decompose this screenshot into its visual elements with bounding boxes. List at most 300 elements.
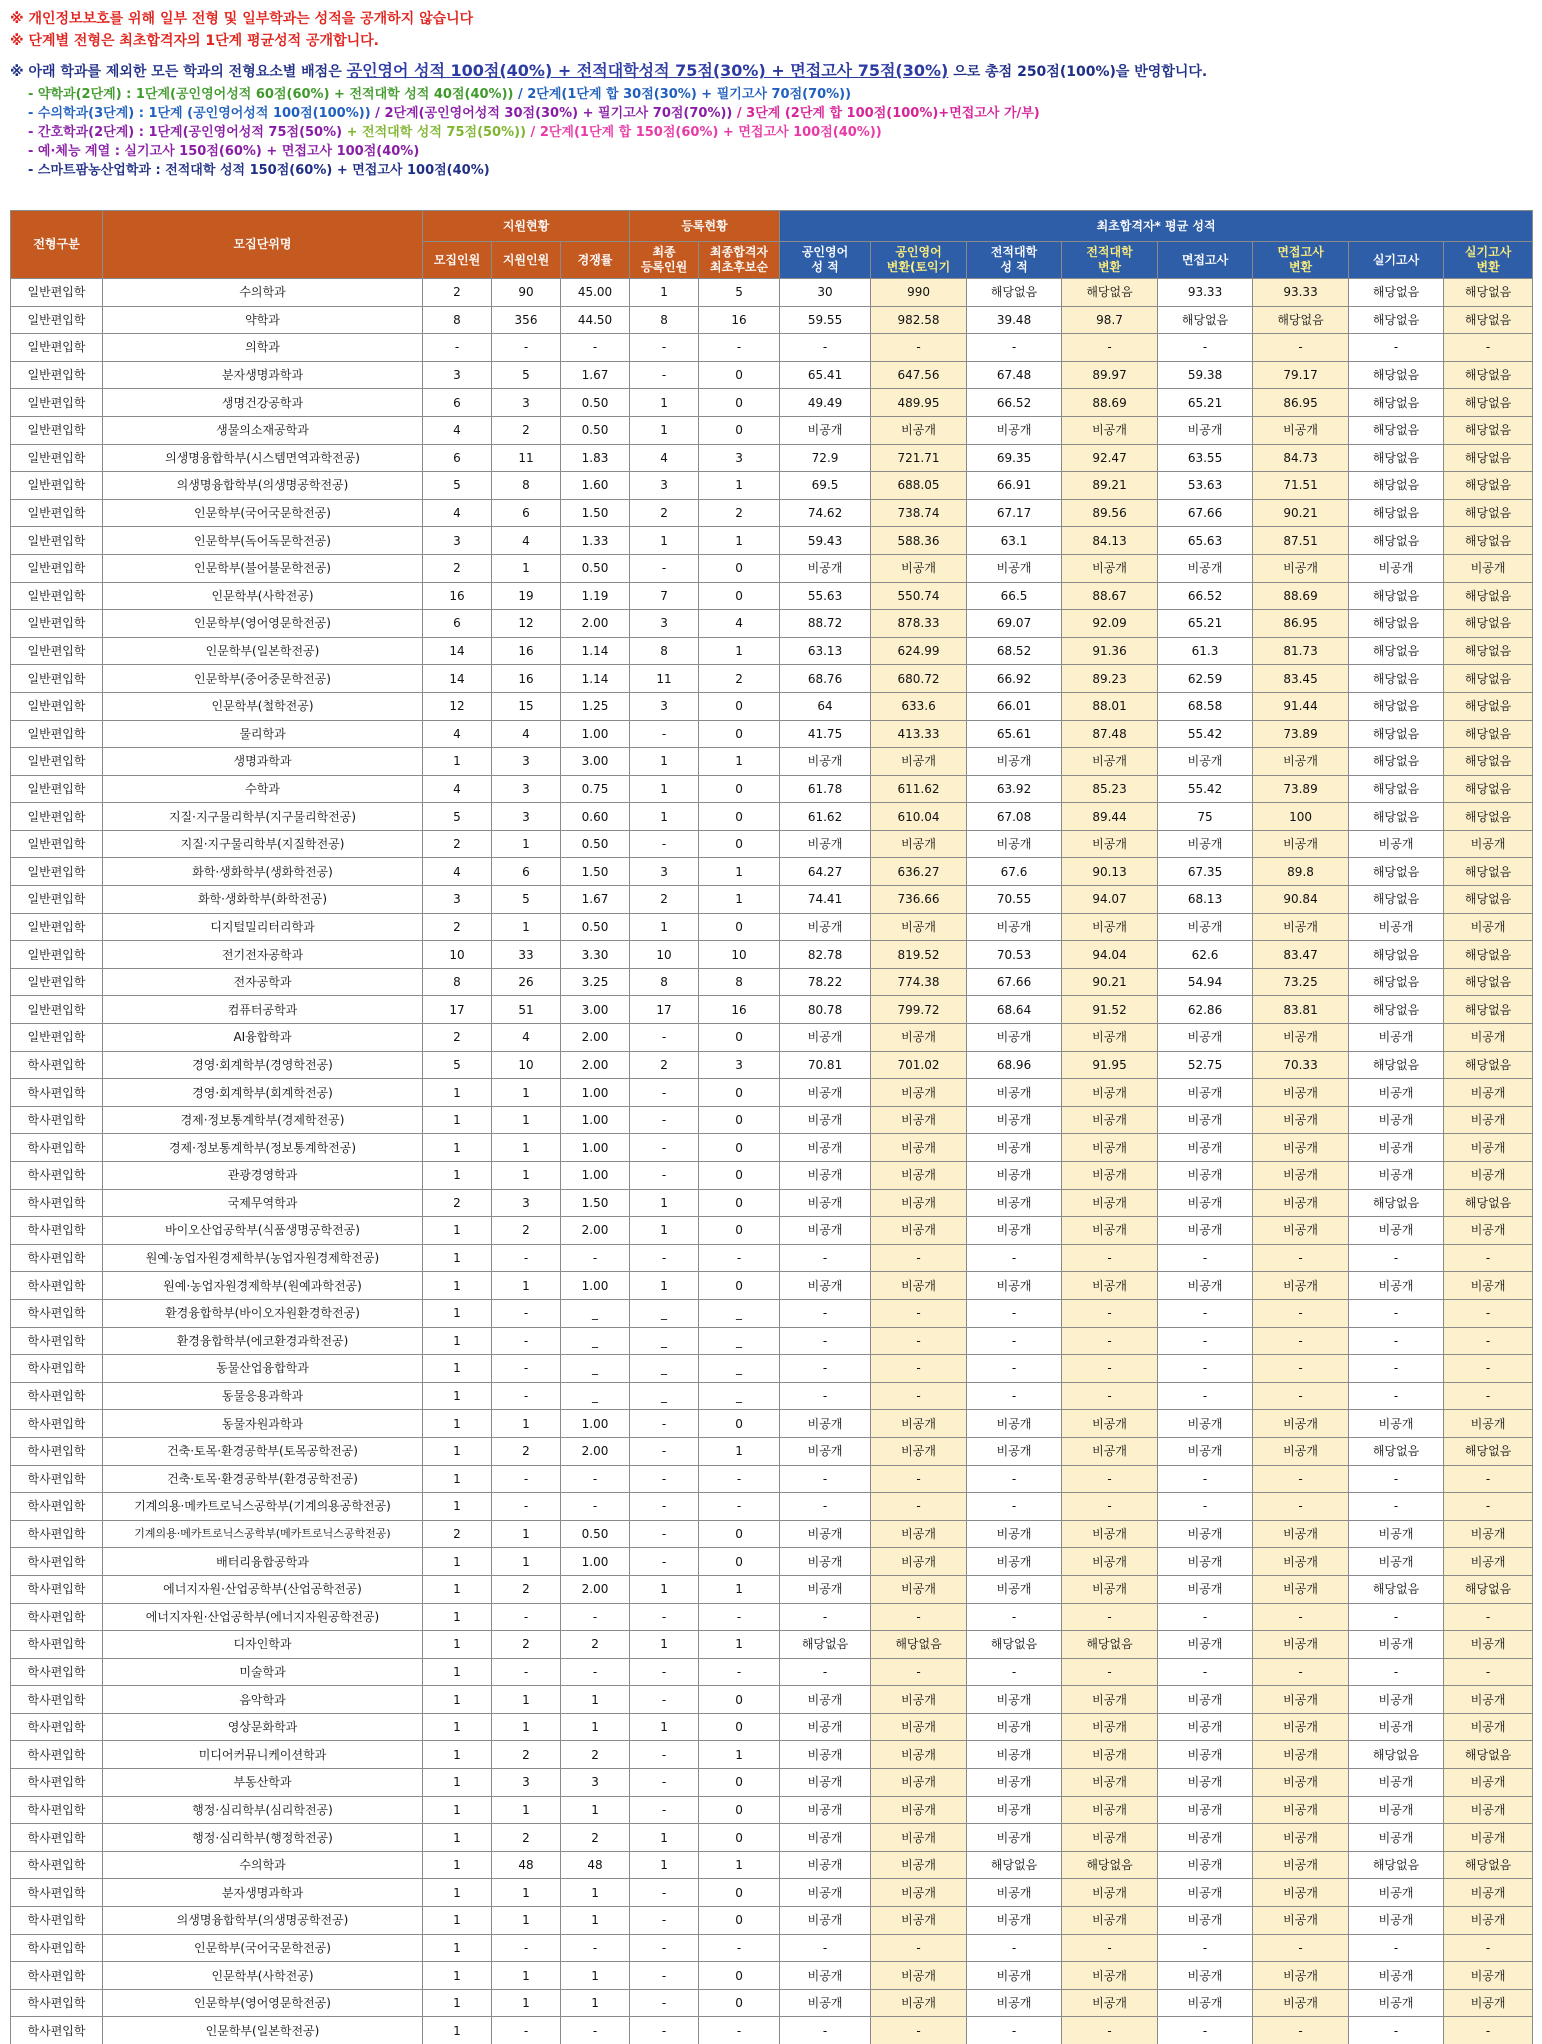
table-cell: 1 — [423, 1244, 492, 1272]
table-cell: - — [630, 1934, 699, 1962]
table-row — [11, 1410, 1533, 1438]
table-cell: 68.96 — [967, 1051, 1062, 1079]
table-cell: 15 — [492, 692, 561, 720]
table-cell: 비공개 — [871, 1907, 967, 1935]
nursing-note-stage1b: + 전적대학 성적 75점(50%)) — [342, 125, 527, 140]
table-cell: - — [492, 1465, 561, 1493]
table-cell: 88.72 — [780, 610, 871, 638]
col-english-line2: 성 적 — [811, 260, 839, 274]
table-cell: 비공개 — [1158, 1796, 1253, 1824]
table-cell: 비공개 — [780, 830, 871, 858]
table-cell: 해당없음 — [1444, 306, 1533, 334]
table-cell: 82.78 — [780, 941, 871, 969]
table-cell: 비공개 — [1158, 416, 1253, 444]
table-cell: 비공개 — [1349, 1686, 1444, 1714]
table-cell: 비공개 — [871, 1989, 967, 2017]
table-row — [11, 1962, 1533, 1990]
table-cell: 비공개 — [780, 1575, 871, 1603]
table-row — [11, 1796, 1533, 1824]
table-cell: 비공개 — [1253, 1879, 1349, 1907]
table-cell: 91.95 — [1062, 1051, 1158, 1079]
table-row — [11, 1079, 1533, 1107]
table-cell: 7 — [630, 582, 699, 610]
table-cell: 일반편입학 — [11, 334, 103, 362]
col-applicants: 지원인원 — [492, 242, 561, 279]
table-cell: 비공개 — [1349, 1962, 1444, 1990]
table-cell: 행정·심리학부(심리학전공) — [103, 1796, 423, 1824]
table-cell: - — [699, 2017, 780, 2044]
table-cell: 3 — [423, 361, 492, 389]
table-row — [11, 1824, 1533, 1852]
table-cell: - — [967, 334, 1062, 362]
table-cell: 3 — [492, 1189, 561, 1217]
table-cell: 59.55 — [780, 306, 871, 334]
table-cell: _ — [699, 1382, 780, 1410]
table-cell: 비공개 — [780, 1907, 871, 1935]
table-row — [11, 472, 1533, 500]
table-cell: 88.69 — [1062, 389, 1158, 417]
table-cell: 1 — [699, 1851, 780, 1879]
table-cell: 환경융합학부(바이오자원환경학전공) — [103, 1299, 423, 1327]
table-cell: 해당없음 — [1444, 637, 1533, 665]
table-cell: 비공개 — [780, 1686, 871, 1714]
table-cell: 비공개 — [967, 1907, 1062, 1935]
table-cell: - — [630, 1134, 699, 1162]
table-cell: 1 — [699, 1741, 780, 1769]
table-cell: 1 — [630, 1851, 699, 1879]
table-row — [11, 279, 1533, 307]
table-cell: 2 — [423, 1520, 492, 1548]
table-cell: 68.58 — [1158, 692, 1253, 720]
table-cell: 물리학과 — [103, 720, 423, 748]
table-cell: 해당없음 — [1349, 692, 1444, 720]
table-cell: - — [492, 1299, 561, 1327]
table-cell: 1.19 — [561, 582, 630, 610]
vet-note-stage1: - 수의학과(3단계) : 1단계 (공인영어성적 100점(100%)) — [28, 106, 371, 121]
table-cell: 2 — [492, 1741, 561, 1769]
table-cell: 일반편입학 — [11, 1024, 103, 1052]
table-cell: 2 — [630, 1051, 699, 1079]
table-cell: - — [1349, 1603, 1444, 1631]
table-cell: 1 — [699, 858, 780, 886]
table-cell: 학사편입학 — [11, 1769, 103, 1797]
table-cell: 원예·농업자원경제학부(농업자원경제학전공) — [103, 1244, 423, 1272]
col-practical-converted-line2: 변환 — [1476, 260, 1500, 274]
table-cell: 3 — [423, 886, 492, 914]
table-cell: 비공개 — [871, 1106, 967, 1134]
table-cell: 19 — [492, 582, 561, 610]
table-cell: 73.25 — [1253, 968, 1349, 996]
table-cell: 1 — [423, 1851, 492, 1879]
table-cell: 비공개 — [1253, 1079, 1349, 1107]
table-cell: 1 — [423, 1741, 492, 1769]
notes-section — [10, 8, 1530, 180]
table-cell: 5 — [492, 886, 561, 914]
table-cell: 학사편입학 — [11, 1934, 103, 1962]
table-cell: 비공개 — [1062, 1575, 1158, 1603]
table-cell: 비공개 — [871, 1851, 967, 1879]
table-cell: 비공개 — [967, 1796, 1062, 1824]
table-cell: 해당없음 — [1349, 1189, 1444, 1217]
smartfarm-note: - 스마트팜농산업학과 : 전적대학 성적 150점(60%) + 면접고사 100점(40%) — [28, 163, 490, 178]
table-cell: - — [1444, 1355, 1533, 1383]
table-cell: 비공개 — [1062, 1824, 1158, 1852]
table-cell: - — [630, 1989, 699, 2017]
table-cell: 1.00 — [561, 1162, 630, 1190]
table-cell: - — [630, 1907, 699, 1935]
table-cell: 비공개 — [1444, 1824, 1533, 1852]
table-cell: 비공개 — [1444, 1162, 1533, 1190]
col-interview-converted-line1: 면접고사 — [1277, 245, 1324, 259]
table-cell: 55.42 — [1158, 720, 1253, 748]
table-cell: 48 — [561, 1851, 630, 1879]
table-row — [11, 1134, 1533, 1162]
table-row — [11, 858, 1533, 886]
table-cell: 일반편입학 — [11, 389, 103, 417]
table-row — [11, 444, 1533, 472]
table-cell: 1.50 — [561, 499, 630, 527]
nursing-note-stage2: / 2단계(1단계 합 150점(60%) + 면접고사 100점(40%)) — [526, 125, 882, 140]
table-cell: 1 — [423, 1327, 492, 1355]
table-cell: 해당없음 — [1444, 803, 1533, 831]
table-cell: 해당없음 — [1349, 306, 1444, 334]
table-cell: 2 — [423, 1024, 492, 1052]
table-row — [11, 913, 1533, 941]
table-cell: 기계의용·메카트로닉스공학부(메카트로닉스공학전공) — [103, 1520, 423, 1548]
table-cell: 컴퓨터공학과 — [103, 996, 423, 1024]
table-cell: 수의학과 — [103, 279, 423, 307]
table-cell: 해당없음 — [1349, 886, 1444, 914]
table-cell: 인문학부(일본학전공) — [103, 2017, 423, 2044]
table-row — [11, 610, 1533, 638]
table-cell: 미디어커뮤니케이션학과 — [103, 1741, 423, 1769]
table-cell: - — [871, 2017, 967, 2044]
table-row — [11, 1934, 1533, 1962]
table-cell: 489.95 — [871, 389, 967, 417]
table-cell: 0 — [699, 1989, 780, 2017]
table-cell: 90.84 — [1253, 886, 1349, 914]
table-cell: 해당없음 — [1349, 996, 1444, 1024]
table-cell: 해당없음 — [1444, 389, 1533, 417]
table-cell: 비공개 — [1444, 1106, 1533, 1134]
table-cell: 학사편입학 — [11, 1244, 103, 1272]
table-cell: 해당없음 — [1444, 1189, 1533, 1217]
table-cell: 비공개 — [967, 1162, 1062, 1190]
table-cell: 8 — [630, 968, 699, 996]
table-cell: 49.49 — [780, 389, 871, 417]
table-cell: 비공개 — [1253, 1631, 1349, 1659]
table-cell: 819.52 — [871, 941, 967, 969]
table-cell: 해당없음 — [1444, 775, 1533, 803]
table-cell: 해당없음 — [1349, 444, 1444, 472]
table-cell: 일반편입학 — [11, 610, 103, 638]
table-cell: 1 — [492, 913, 561, 941]
table-cell: 비공개 — [1349, 1769, 1444, 1797]
table-cell: 93.33 — [1253, 279, 1349, 307]
table-row — [11, 1382, 1533, 1410]
table-cell: - — [871, 1355, 967, 1383]
table-row — [11, 1520, 1533, 1548]
table-cell: 비공개 — [1158, 1410, 1253, 1438]
table-cell: 647.56 — [871, 361, 967, 389]
table-cell: 영상문화학과 — [103, 1713, 423, 1741]
table-cell: 해당없음 — [780, 1631, 871, 1659]
table-cell: 해당없음 — [1444, 361, 1533, 389]
table-cell: - — [1062, 1934, 1158, 1962]
table-cell: 비공개 — [1158, 1879, 1253, 1907]
table-cell: - — [630, 1079, 699, 1107]
table-cell: 1 — [492, 1134, 561, 1162]
scoring-note-suffix: 으로 총점 250점(100%)을 반영합니다. — [948, 64, 1208, 80]
table-cell: 미술학과 — [103, 1658, 423, 1686]
table-cell: 인문학부(영어영문학전공) — [103, 610, 423, 638]
table-cell: 비공개 — [780, 1189, 871, 1217]
table-cell: 비공개 — [1349, 1410, 1444, 1438]
table-row — [11, 499, 1533, 527]
table-cell: 16 — [423, 582, 492, 610]
table-cell: 일반편입학 — [11, 968, 103, 996]
table-cell: 학사편입학 — [11, 1162, 103, 1190]
table-cell: 87.51 — [1253, 527, 1349, 555]
scoring-note-prefix: ※ 아래 학과를 제외한 모든 학과의 전형요소별 배점은 — [10, 64, 347, 80]
table-cell: 0 — [699, 1962, 780, 1990]
table-cell: 550.74 — [871, 582, 967, 610]
table-cell: 0 — [699, 582, 780, 610]
table-cell: 비공개 — [967, 1410, 1062, 1438]
table-cell: 878.33 — [871, 610, 967, 638]
table-cell: - — [967, 1493, 1062, 1521]
table-cell: 비공개 — [967, 748, 1062, 776]
table-cell: 해당없음 — [967, 1631, 1062, 1659]
table-cell: 학사편입학 — [11, 1962, 103, 1990]
table-cell: 비공개 — [871, 913, 967, 941]
table-cell: 1 — [699, 1631, 780, 1659]
table-cell: 1 — [423, 1465, 492, 1493]
table-cell: 66.52 — [1158, 582, 1253, 610]
table-cell: 70.55 — [967, 886, 1062, 914]
table-cell: 94.07 — [1062, 886, 1158, 914]
table-cell: 해당없음 — [1349, 1851, 1444, 1879]
table-cell: 비공개 — [871, 1713, 967, 1741]
table-cell: 비공개 — [1158, 1769, 1253, 1797]
table-cell: 해당없음 — [1349, 968, 1444, 996]
table-cell: 화학·생화학부(화학전공) — [103, 886, 423, 914]
table-cell: 1.00 — [561, 720, 630, 748]
table-cell: 0.60 — [561, 803, 630, 831]
table-cell: 해당없음 — [1444, 748, 1533, 776]
table-row — [11, 1465, 1533, 1493]
table-cell: 2 — [561, 1631, 630, 1659]
table-cell: 비공개 — [967, 1272, 1062, 1300]
table-cell: 해당없음 — [1444, 416, 1533, 444]
table-cell: - — [630, 1465, 699, 1493]
table-row — [11, 1299, 1533, 1327]
table-cell: 61.62 — [780, 803, 871, 831]
table-cell: 비공개 — [1253, 1741, 1349, 1769]
table-cell: 2 — [699, 665, 780, 693]
table-cell: 비공개 — [871, 1189, 967, 1217]
table-cell: 4 — [699, 610, 780, 638]
table-cell: 해당없음 — [1349, 775, 1444, 803]
table-cell: 1.50 — [561, 1189, 630, 1217]
table-cell: 비공개 — [967, 1024, 1062, 1052]
table-cell: 학사편입학 — [11, 1272, 103, 1300]
table-cell: 전자공학과 — [103, 968, 423, 996]
table-cell: 73.89 — [1253, 775, 1349, 803]
table-cell: 1 — [699, 748, 780, 776]
table-cell: 66.91 — [967, 472, 1062, 500]
table-cell: 비공개 — [1062, 1024, 1158, 1052]
table-cell: - — [967, 1327, 1062, 1355]
table-cell: 해당없음 — [1444, 968, 1533, 996]
table-cell: 해당없음 — [1444, 527, 1533, 555]
table-cell: 해당없음 — [1349, 720, 1444, 748]
table-cell: 1 — [423, 1493, 492, 1521]
table-cell: 10 — [630, 941, 699, 969]
col-waitlist — [699, 242, 780, 279]
table-cell: 4 — [423, 720, 492, 748]
table-cell: 86.95 — [1253, 389, 1349, 417]
table-cell: 비공개 — [871, 554, 967, 582]
table-cell: 88.69 — [1253, 582, 1349, 610]
table-cell: 비공개 — [967, 1106, 1062, 1134]
table-cell: 인문학부(사학전공) — [103, 1962, 423, 1990]
table-cell: 11 — [492, 444, 561, 472]
table-cell: 비공개 — [1253, 554, 1349, 582]
table-cell: 에너지자원·산업공학부(산업공학전공) — [103, 1575, 423, 1603]
pharmacy-note-stage2: / 2단계(1단계 합 30점(30%) + 필기고사 70점(70%)) — [513, 87, 852, 102]
table-cell: 63.55 — [1158, 444, 1253, 472]
table-cell: 비공개 — [1253, 416, 1349, 444]
table-cell: 비공개 — [1158, 1272, 1253, 1300]
table-cell: 비공개 — [1349, 1106, 1444, 1134]
table-cell: 1 — [423, 1989, 492, 2017]
table-cell: 비공개 — [1444, 913, 1533, 941]
table-cell: 1 — [561, 1989, 630, 2017]
table-cell: 학사편입학 — [11, 1410, 103, 1438]
table-cell: - — [1444, 2017, 1533, 2044]
table-cell: 일반편입학 — [11, 913, 103, 941]
table-cell: 636.27 — [871, 858, 967, 886]
table-cell: 비공개 — [1253, 1548, 1349, 1576]
table-cell: 66.52 — [967, 389, 1062, 417]
table-cell: - — [780, 1603, 871, 1631]
table-cell: 1.50 — [561, 858, 630, 886]
table-cell: 비공개 — [1349, 1134, 1444, 1162]
table-cell: - — [871, 334, 967, 362]
col-practical-converted-line1: 실기고사 — [1464, 245, 1512, 259]
table-row — [11, 1879, 1533, 1907]
table-cell: 비공개 — [1062, 1272, 1158, 1300]
table-cell: 비공개 — [1349, 1907, 1444, 1935]
table-cell: - — [1253, 1355, 1349, 1383]
table-row — [11, 941, 1533, 969]
table-cell: 1 — [630, 913, 699, 941]
table-cell: - — [1444, 1299, 1533, 1327]
table-cell: 1 — [423, 748, 492, 776]
table-cell: - — [871, 1382, 967, 1410]
table-cell: 비공개 — [1444, 1410, 1533, 1438]
table-cell: 비공개 — [967, 1962, 1062, 1990]
table-cell: - — [630, 2017, 699, 2044]
table-cell: - — [780, 334, 871, 362]
table-cell: 84.13 — [1062, 527, 1158, 555]
table-cell: - — [492, 1658, 561, 1686]
table-row — [11, 334, 1533, 362]
table-cell: 633.6 — [871, 692, 967, 720]
table-cell: 비공개 — [1062, 1162, 1158, 1190]
results-table — [10, 210, 1533, 2044]
table-cell: 비공개 — [967, 913, 1062, 941]
table-cell: 2 — [630, 886, 699, 914]
table-cell: 1 — [561, 1962, 630, 1990]
table-cell: - — [492, 1355, 561, 1383]
table-cell: - — [630, 1686, 699, 1714]
table-cell: - — [492, 1382, 561, 1410]
table-cell: 3 — [699, 1051, 780, 1079]
table-cell: 비공개 — [1349, 1713, 1444, 1741]
table-cell: - — [492, 1244, 561, 1272]
table-cell: 일반편입학 — [11, 444, 103, 472]
table-cell: 해당없음 — [1349, 1437, 1444, 1465]
table-cell: 비공개 — [967, 416, 1062, 444]
table-cell: 비공개 — [1062, 1686, 1158, 1714]
table-cell: 분자생명과학과 — [103, 361, 423, 389]
table-cell: 비공개 — [780, 1217, 871, 1245]
col-final-registered-line2: 등록인원 — [640, 260, 688, 274]
table-cell: - — [492, 1493, 561, 1521]
col-waitlist-line1: 최종합격자 — [710, 245, 769, 259]
table-cell: 65.63 — [1158, 527, 1253, 555]
table-cell: 68.52 — [967, 637, 1062, 665]
table-cell: 67.17 — [967, 499, 1062, 527]
table-cell: 비공개 — [967, 1879, 1062, 1907]
table-cell: 81.73 — [1253, 637, 1349, 665]
table-cell: 비공개 — [780, 913, 871, 941]
table-cell: - — [967, 1299, 1062, 1327]
table-cell: 1 — [630, 1824, 699, 1852]
table-cell: 비공개 — [967, 1189, 1062, 1217]
table-cell: - — [1253, 1327, 1349, 1355]
table-cell: 비공개 — [1253, 1189, 1349, 1217]
table-cell: - — [630, 334, 699, 362]
table-cell: 2.00 — [561, 1437, 630, 1465]
table-cell: 해당없음 — [1349, 416, 1444, 444]
table-cell: 학사편입학 — [11, 1658, 103, 1686]
table-cell: 비공개 — [1444, 1907, 1533, 1935]
table-cell: 비공개 — [1062, 1989, 1158, 2017]
table-cell: 일반편입학 — [11, 472, 103, 500]
table-row — [11, 1741, 1533, 1769]
table-cell: - — [871, 1465, 967, 1493]
table-cell: 비공개 — [780, 1548, 871, 1576]
table-cell: - — [1062, 1244, 1158, 1272]
table-cell: 1 — [423, 1686, 492, 1714]
table-cell: 2 — [423, 554, 492, 582]
scoring-note — [10, 60, 1530, 83]
table-cell: 동물자원과학과 — [103, 1410, 423, 1438]
table-cell: 비공개 — [1062, 1879, 1158, 1907]
table-cell: 67.66 — [967, 968, 1062, 996]
table-cell: 학사편입학 — [11, 1907, 103, 1935]
table-cell: 0 — [699, 1134, 780, 1162]
col-english-converted-line2: 변환(토익기 — [886, 260, 951, 274]
table-cell: 비공개 — [1158, 1824, 1253, 1852]
table-cell: - — [561, 334, 630, 362]
table-cell: 비공개 — [967, 1134, 1062, 1162]
table-cell: 67.6 — [967, 858, 1062, 886]
table-cell: 63.13 — [780, 637, 871, 665]
